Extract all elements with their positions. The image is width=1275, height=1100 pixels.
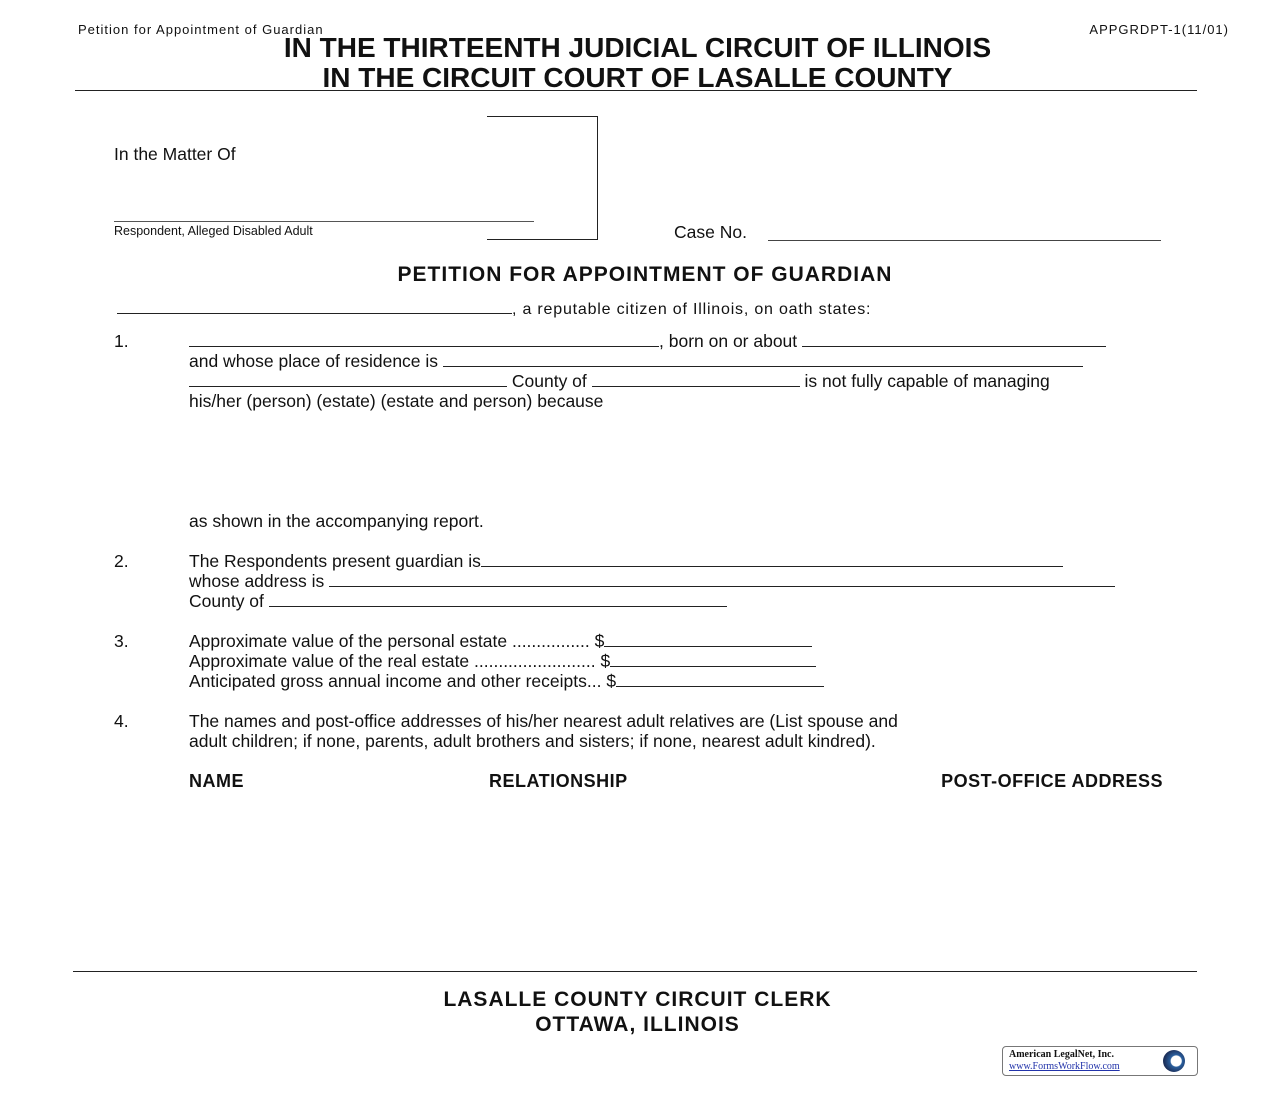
logo-url[interactable]: www.FormsWorkFlow.com xyxy=(1009,1061,1120,1072)
item-number: 4. xyxy=(114,711,129,731)
personal-estate-label: Approximate value of the personal estate ................ $ xyxy=(189,631,605,651)
column-relationship: RELATIONSHIP xyxy=(489,771,628,791)
shown-text: as shown in the accompanying report. xyxy=(189,511,484,531)
caption-bracket-side xyxy=(597,116,598,240)
respondent-name-blank[interactable] xyxy=(189,332,659,347)
globe-icon xyxy=(1163,1050,1185,1072)
intro-text: , a reputable citizen of Illinois, on oath states: xyxy=(512,301,872,318)
birth-date-blank[interactable] xyxy=(802,332,1106,347)
guardian-county-blank[interactable] xyxy=(269,592,727,607)
petitioner-blank[interactable] xyxy=(117,299,512,314)
income-label: Anticipated gross annual income and other receipts... $ xyxy=(189,671,617,691)
column-address: POST-OFFICE ADDRESS xyxy=(941,771,1163,791)
case-no-label: Case No. xyxy=(674,222,747,242)
residence-label: and whose place of residence is xyxy=(189,351,439,371)
residence-blank[interactable] xyxy=(443,352,1083,367)
personal-estate-blank[interactable] xyxy=(604,632,812,647)
clerk-name: LASALLE COUNTY CIRCUIT CLERK xyxy=(443,988,832,1011)
respondent-label: Respondent, Alleged Disabled Adult xyxy=(114,224,313,238)
header-rule xyxy=(75,90,1197,91)
court-subtitle: IN THE CIRCUIT COURT OF LASALLE COUNTY xyxy=(322,62,953,93)
address-label: whose address is xyxy=(189,571,325,591)
because-text: his/her (person) (estate) (estate and person) because xyxy=(189,391,604,411)
relatives-text: The names and post-office addresses of his/her nearest adult relatives are (List spouse and xyxy=(189,711,898,731)
guardian-county-label: County of xyxy=(189,591,264,611)
caption-bracket-bottom xyxy=(487,239,598,240)
guardian-blank[interactable] xyxy=(481,552,1063,567)
form-code: APPGRDPT-1(11/01) xyxy=(1089,22,1229,37)
court-title: IN THE THIRTEENTH JUDICIAL CIRCUIT OF ILLINOIS xyxy=(283,32,992,63)
born-label: , born on or about xyxy=(659,331,798,351)
city-blank[interactable] xyxy=(189,372,507,387)
caption-bracket-top xyxy=(487,116,598,117)
item-number: 1. xyxy=(114,331,129,351)
relatives-text-2: adult children; if none, parents, adult brothers and sisters; if none, nearest adult kindred). xyxy=(189,731,876,751)
respondent-blank[interactable] xyxy=(114,221,534,222)
guardian-address-blank[interactable] xyxy=(329,572,1115,587)
item-number: 3. xyxy=(114,631,129,651)
clerk-location: OTTAWA, ILLINOIS xyxy=(535,1013,740,1036)
income-blank[interactable] xyxy=(616,672,824,687)
county-label: County of xyxy=(511,371,587,391)
case-no-blank[interactable] xyxy=(768,240,1161,241)
matter-of-label: In the Matter Of xyxy=(114,144,236,164)
column-name: NAME xyxy=(189,771,244,791)
petition-heading: PETITION FOR APPOINTMENT OF GUARDIAN xyxy=(397,263,893,286)
guardian-label: The Respondents present guardian is xyxy=(189,551,481,571)
real-estate-label: Approximate value of the real estate ......................... $ xyxy=(189,651,611,671)
county-blank[interactable] xyxy=(592,372,800,387)
not-capable-text: is not fully capable of managing xyxy=(804,371,1050,391)
form-name: Petition for Appointment of Guardian xyxy=(78,22,324,37)
american-legalnet-logo[interactable] xyxy=(1002,1046,1198,1076)
footer-rule xyxy=(73,971,1197,972)
logo-name: American LegalNet, Inc. xyxy=(1009,1049,1114,1060)
item-number: 2. xyxy=(114,551,129,571)
real-estate-blank[interactable] xyxy=(610,652,816,667)
